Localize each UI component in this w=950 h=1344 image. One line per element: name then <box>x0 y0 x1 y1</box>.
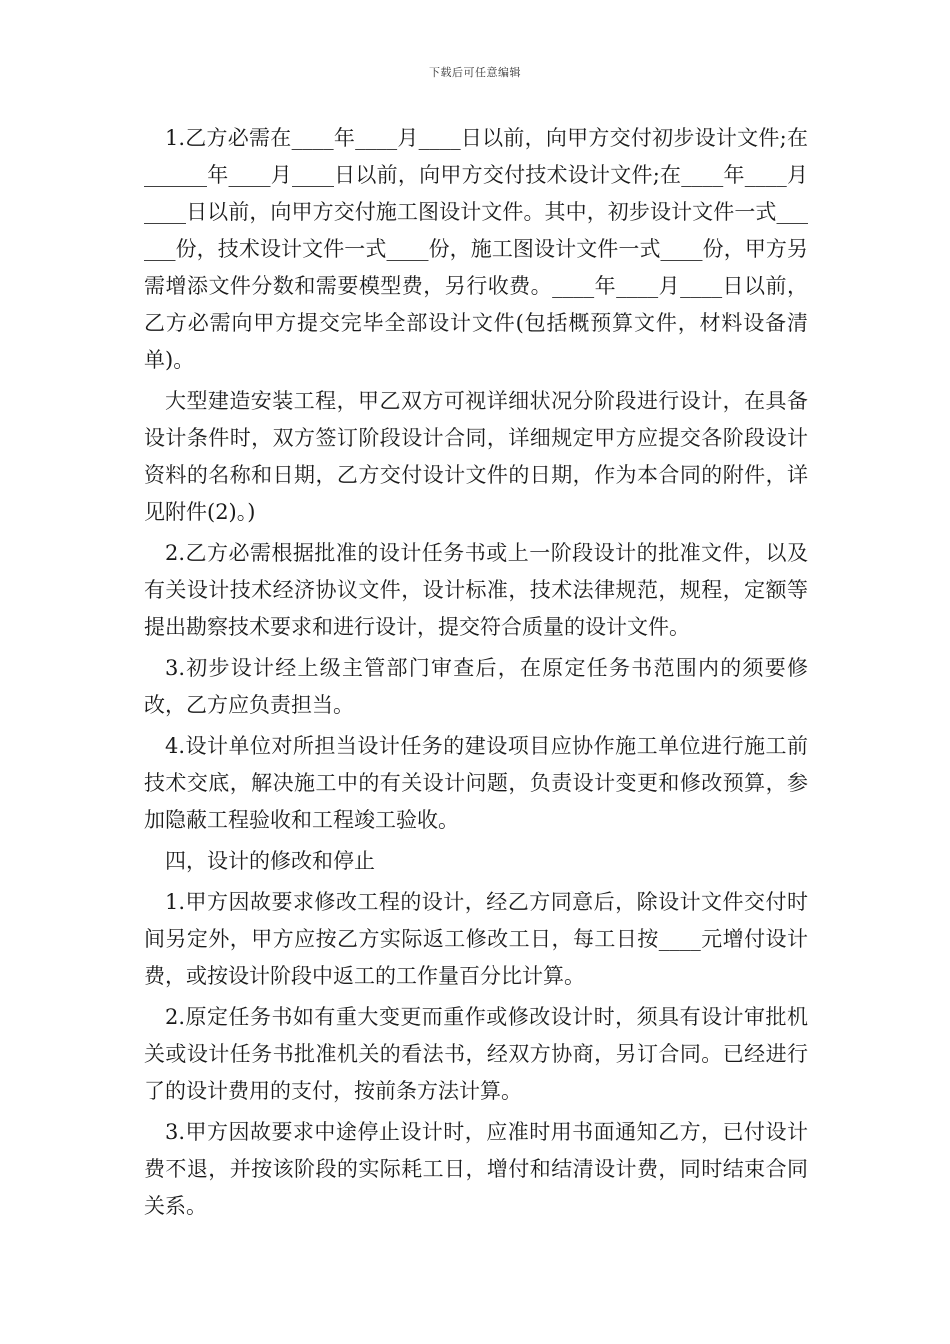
paragraph-major-change: 2.原定任务书如有重大变更而重作或修改设计时，须具有设计审批机关或设计任务书批准机关的看法书，经双方协商，另订合同。已经进行了的设计费用的支付，按前条方法计算。 <box>144 1005 808 1103</box>
document-body <box>144 120 808 1229</box>
paragraph-design-basis: 2.乙方必需根据批准的设计任务书或上一阶段设计的批准文件，以及有关设计技术经济协议文件，设计标准，技术法律规范，规程，定额等提出勘察技术要求和进行设计，提交符合质量的设计文件。 <box>144 541 808 639</box>
page-header-note: 下载后可任意编辑 <box>429 66 521 79</box>
paragraph-preliminary-review: 3.初步设计经上级主管部门审查后，在原定任务书范围内的须要修改，乙方应负责担当。 <box>144 656 808 717</box>
paragraph-delivery-schedule: 1.乙方必需在____年____月____日以前，向甲方交付初步设计文件;在 ______年____月____日以前，向甲方交付技术设计文件;在____年____月____日以前，向甲方交付施工图设计文件。其中，初步设计文件一式______份，技术设计文件一式____份，施工图设计文件一式____份，甲方另需增添文件分数和需要模型费，另行收费。____年____月____日以前，乙方必需向甲方提交完毕全部设计文件(包括概预算文件，材料设备清单)。 <box>144 126 808 372</box>
paragraph-large-projects: 大型建造安装工程，甲乙双方可视详细状况分阶段进行设计，在具备设计条件时，双方签订阶段设计合同，详细规定甲方应提交各阶段设计资料的名称和日期，乙方交付设计文件的日期，作为本合同的附件，详见附件(2)。) <box>144 389 808 524</box>
paragraph-termination: 3.甲方因故要求中途停止设计时，应准时用书面通知乙方，已付设计费不退，并按该阶段的实际耗工日，增付和结清设计费，同时结束合同关系。 <box>144 1120 808 1218</box>
paragraph-construction-support: 4.设计单位对所担当设计任务的建设项目应协作施工单位进行施工前技术交底，解决施工中的有关设计问题，负责设计变更和修改预算，参加隐蔽工程验收和工程竣工验收。 <box>144 734 808 832</box>
section-heading-modification-stop: 四，设计的修改和停止 <box>165 849 375 873</box>
paragraph-modification-fee: 1.甲方因故要求修改工程的设计，经乙方同意后，除设计文件交付时间另定外，甲方应按乙方实际返工修改工日，每工日按____元增付设计费，或按设计阶段中返工的工作量百分比计算。 <box>144 890 808 988</box>
